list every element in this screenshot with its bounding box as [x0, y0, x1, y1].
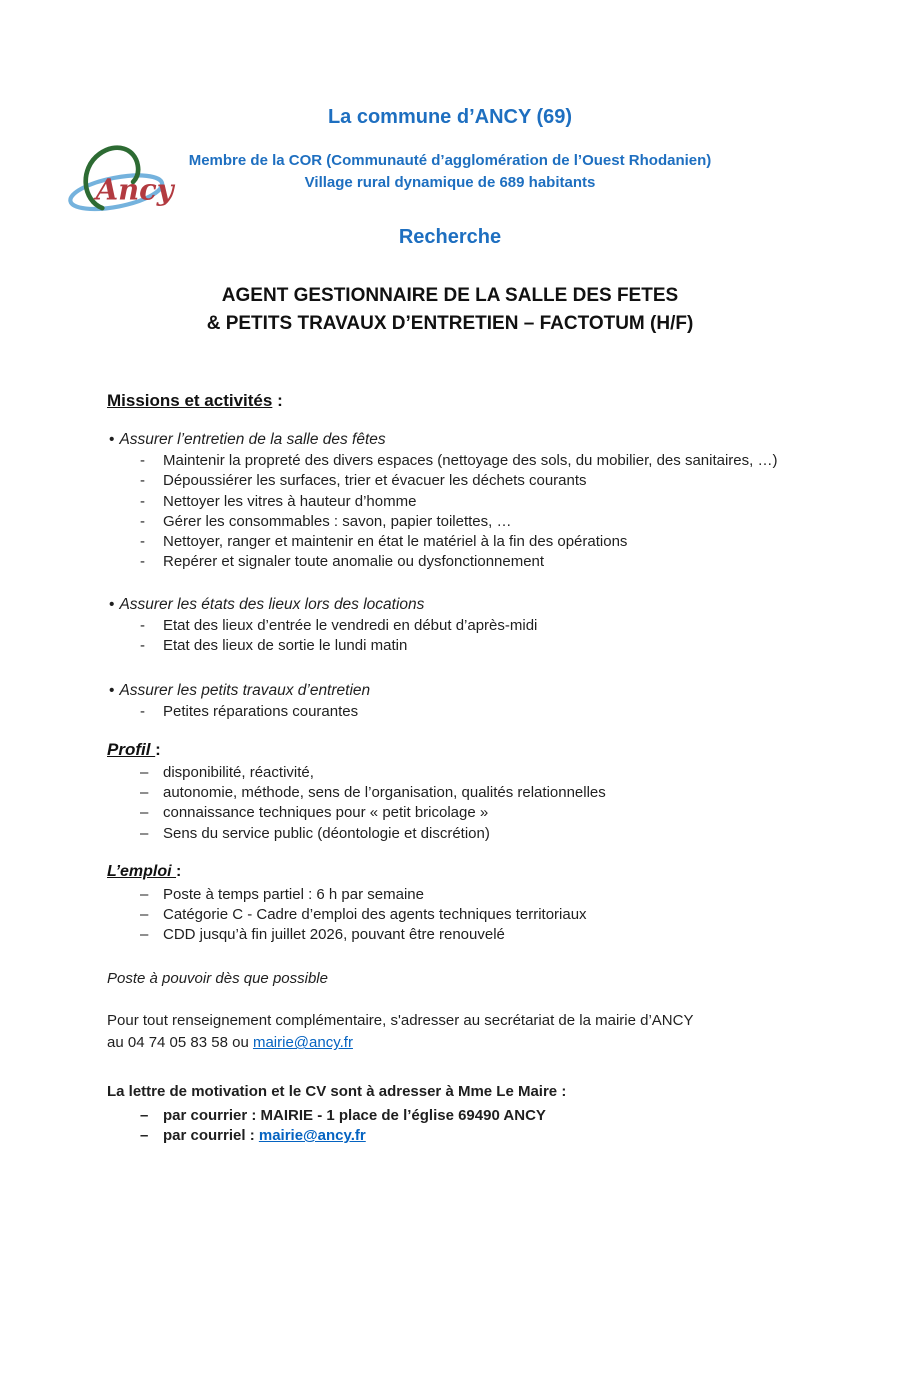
- mission-group-title-text: Assurer l’entretien de la salle des fêtes: [119, 431, 386, 448]
- availability-note: Poste à pouvoir dès que possible: [107, 969, 328, 987]
- membre-cor-line: Membre de la COR (Communauté d’agglomération de l’Ouest Rhodanien): [188, 152, 712, 169]
- task-item: - Etat des lieux d’entrée le vendredi en début d’après-midi: [107, 616, 792, 636]
- job-title-line1: AGENT GESTIONNAIRE DE LA SALLE DES FETES: [221, 285, 679, 306]
- bullet-dot-icon: •: [109, 595, 115, 613]
- dash-icon: -: [140, 472, 145, 490]
- recherche-heading: Recherche: [398, 226, 502, 248]
- dash-icon: –: [140, 885, 149, 903]
- mission-task-list: [107, 451, 792, 573]
- mission-group-title: [107, 594, 792, 615]
- dash-icon: -: [140, 512, 145, 530]
- missions-heading: [107, 390, 792, 411]
- mission-group-etats-des-lieux: [107, 594, 792, 657]
- mission-group-entretien-salle: [107, 429, 792, 573]
- emploi-item: – CDD jusqu’à fin juillet 2026, pouvant être renouvelé: [107, 925, 792, 945]
- task-item: - Nettoyer, ranger et maintenir en état le matériel à la fin des opérations: [107, 532, 792, 552]
- document-page: [0, 104, 900, 1377]
- dash-icon: -: [140, 703, 145, 721]
- dash-icon: –: [140, 906, 149, 924]
- job-title: [0, 282, 900, 338]
- contact-line1: Pour tout renseignement complémentaire, s'adresser au secrétariat de la mairie d’ANCY: [107, 1011, 694, 1029]
- mission-group-title: [107, 680, 792, 701]
- task-item: - Petites réparations courantes: [107, 702, 792, 722]
- courrier-item: – par courrier : MAIRIE - 1 place de l’église 69490 ANCY: [107, 1106, 792, 1126]
- task-item: - Repérer et signaler toute anomalie ou dysfonctionnement: [107, 552, 792, 572]
- emploi-list: [107, 885, 792, 946]
- dash-icon: -: [140, 553, 145, 571]
- contact-paragraph: [107, 1010, 792, 1055]
- village-line: Village rural dynamique de 689 habitants: [304, 174, 596, 191]
- mission-group-petits-travaux: [107, 680, 792, 722]
- emploi-heading-text: L’emploi: [107, 862, 177, 880]
- dash-icon: –: [140, 804, 149, 822]
- task-item: - Etat des lieux de sortie le lundi matin: [107, 636, 792, 656]
- dash-icon: -: [140, 492, 145, 510]
- missions-heading-text: Missions et activités: [107, 391, 273, 410]
- email-link[interactable]: mairie@ancy.fr: [258, 1127, 366, 1145]
- dash-icon: –: [140, 824, 149, 842]
- ancy-logo-icon: [64, 142, 176, 220]
- commune-title: La commune d’ANCY (69): [327, 106, 573, 128]
- missions-heading-colon: :: [272, 391, 283, 410]
- letter-heading: La lettre de motivation et le CV sont à adresser à Mme Le Maire :: [107, 1082, 567, 1100]
- dash-icon: –: [140, 763, 149, 781]
- emploi-item: – Catégorie C - Cadre d’emploi des agents techniques territoriaux: [107, 905, 792, 925]
- profil-item: – disponibilité, réactivité,: [107, 763, 792, 783]
- profil-heading: [107, 739, 792, 760]
- letter-options-list: [107, 1106, 792, 1147]
- mission-group-title: [107, 429, 792, 450]
- courriel-prefix: par courriel :: [163, 1127, 259, 1145]
- document-header: [0, 104, 900, 338]
- courriel-item: [107, 1126, 792, 1146]
- profil-item: – autonomie, méthode, sens de l’organisation, qualités relationnelles: [107, 783, 792, 803]
- mission-group-title-text: Assurer les petits travaux d’entretien: [119, 682, 371, 700]
- contact-line2-prefix: au 04 74 05 83 58 ou: [107, 1034, 253, 1052]
- job-title-line2: & PETITS TRAVAUX D’ENTRETIEN – FACTOTUM (H/F): [206, 313, 694, 334]
- emploi-heading: [107, 861, 792, 882]
- dash-icon: –: [140, 926, 149, 944]
- dash-icon: –: [140, 1127, 149, 1145]
- emploi-heading-colon: :: [176, 862, 182, 880]
- email-link[interactable]: mairie@ancy.fr: [252, 1034, 353, 1052]
- profil-list: [107, 763, 792, 844]
- task-item: - Dépoussiérer les surfaces, trier et évacuer les déchets courants: [107, 471, 792, 491]
- profil-heading-colon: :: [155, 739, 161, 759]
- profil-item: – Sens du service public (déontologie et discrétion): [107, 824, 792, 844]
- task-item: - Maintenir la propreté des divers espaces (nettoyage des sols, du mobilier, des sanitaires, …): [107, 451, 792, 471]
- dash-icon: –: [140, 1106, 149, 1124]
- logo-text: Ancy: [95, 172, 174, 207]
- dash-icon: -: [140, 533, 145, 551]
- emploi-item: – Poste à temps partiel : 6 h par semaine: [107, 885, 792, 905]
- mission-task-list: [107, 702, 792, 722]
- task-item: - Nettoyer les vitres à hauteur d’homme: [107, 492, 792, 512]
- bullet-dot-icon: •: [109, 682, 115, 700]
- dash-icon: -: [140, 452, 145, 469]
- ancy-logo: [64, 142, 176, 220]
- profil-heading-text: Profil: [107, 739, 156, 759]
- dash-icon: -: [140, 616, 145, 634]
- dash-icon: -: [140, 637, 145, 655]
- profil-item: – connaissance techniques pour « petit bricolage »: [107, 803, 792, 823]
- task-item: - Gérer les consommables : savon, papier toilettes, …: [107, 512, 792, 532]
- bullet-dot-icon: •: [109, 431, 115, 448]
- dash-icon: –: [140, 783, 149, 801]
- mission-task-list: [107, 616, 792, 657]
- document-body: [107, 390, 792, 1146]
- mission-group-title-text: Assurer les états des lieux lors des locations: [119, 595, 425, 613]
